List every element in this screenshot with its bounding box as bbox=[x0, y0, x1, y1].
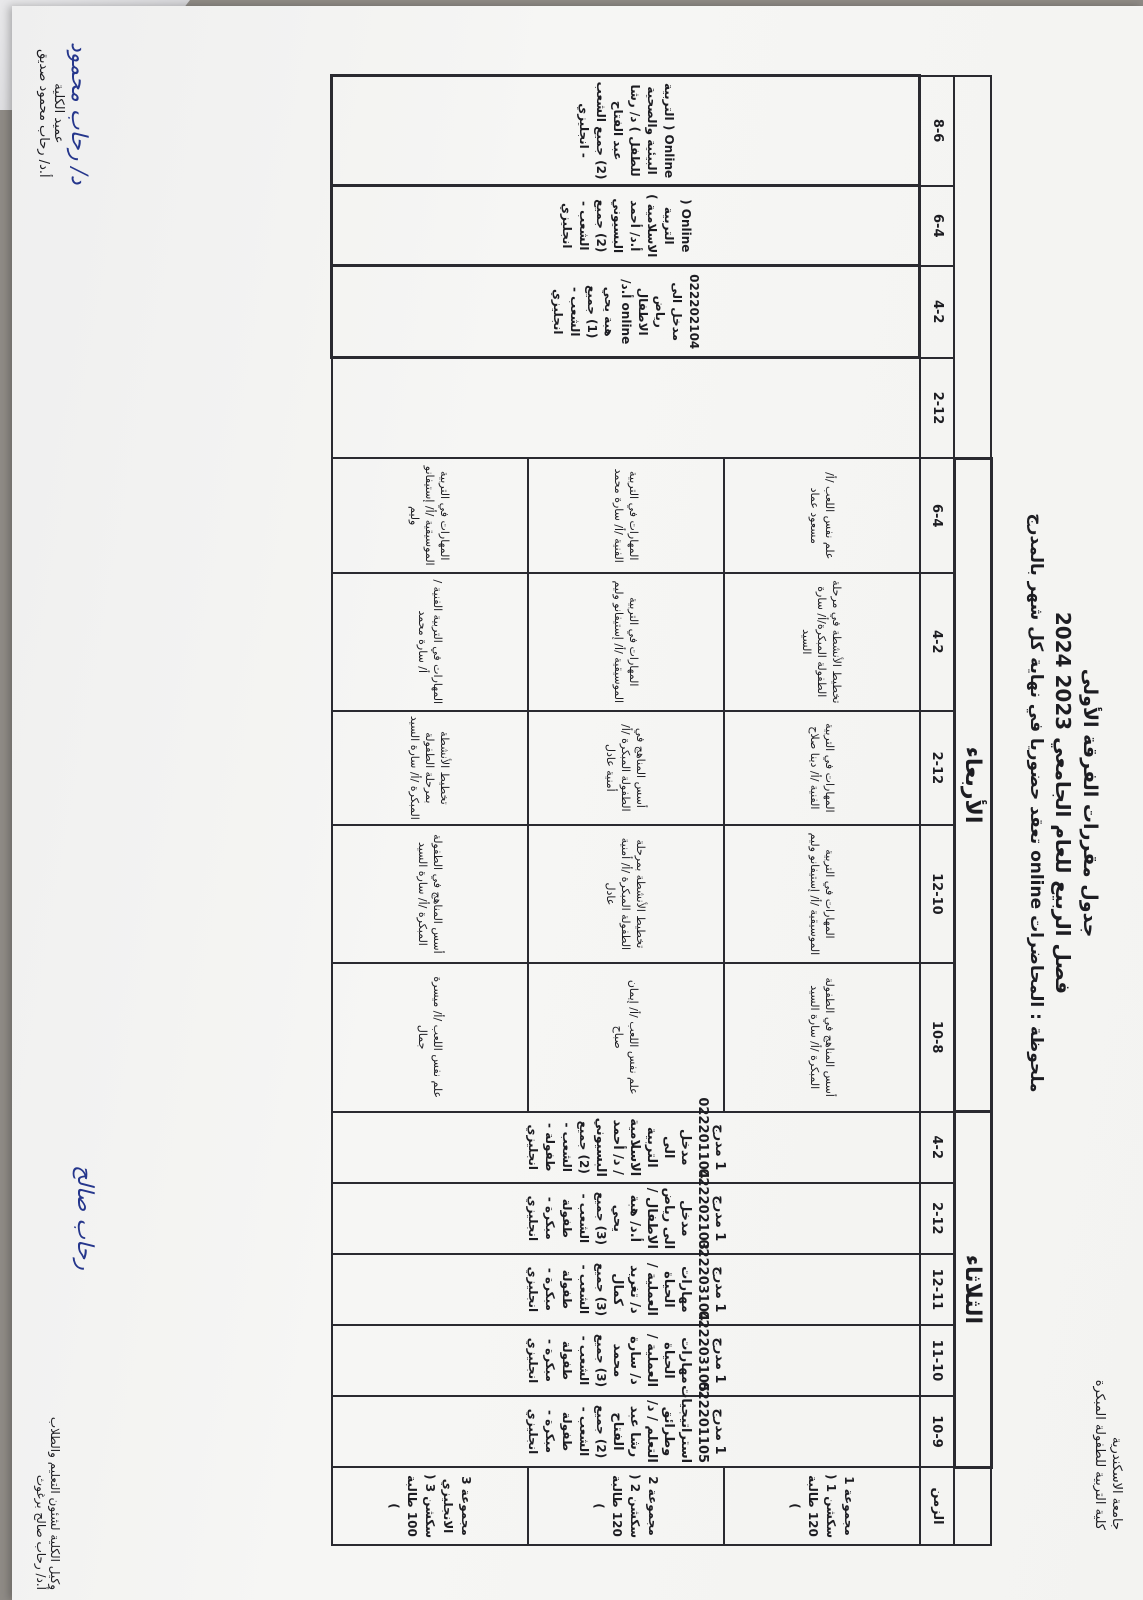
dean-signature: د/ رحاب محمود bbox=[66, 42, 91, 185]
time-slot: 10-8 bbox=[920, 963, 955, 1112]
time-slot: 12-11 bbox=[920, 1254, 955, 1325]
zamn-corner bbox=[955, 1467, 992, 1545]
group-label: مجموعة 2 bbox=[646, 1476, 660, 1536]
wednesday-course-cell: المهارات في التربية الموسيقية /أ/ إستيفانو وليم bbox=[528, 573, 724, 711]
wednesday-course-cell: المهارات في التربية الفنية /أ/ سارة محمد bbox=[332, 573, 528, 711]
time-slot: 2-12 bbox=[920, 711, 955, 826]
group-cell-3 bbox=[332, 1467, 528, 1545]
group-label: مجموعة 3 الانجليزي bbox=[441, 1476, 473, 1536]
course-groups: (3) جميع الشعب - طفولة مبكرة - انجليزي bbox=[526, 1333, 608, 1388]
day-header-row bbox=[955, 76, 992, 1546]
course-groups: (3) جميع الشعب - طفولة مبكرة - انجليزي bbox=[526, 1191, 608, 1245]
group-cell-2 bbox=[528, 1467, 724, 1545]
course-groups: (2) جميع الشعب - انجليزي bbox=[560, 199, 608, 253]
vice-dean-name: أ.د/ رحاب صالح برغوث bbox=[34, 1474, 48, 1590]
university-name: جامعة الاسكندرية bbox=[1109, 1436, 1124, 1530]
wednesday-course-cell: المهارات في التربية الفنية /أ/ سارة محمد bbox=[528, 458, 724, 573]
time-slot: 2-12 bbox=[920, 358, 955, 459]
tuesday-course-cell bbox=[332, 1239, 920, 1325]
time-slot: 6-4 bbox=[920, 186, 955, 266]
wednesday-course-cell: علم نفس اللعب /أ/ ميسرة جمال bbox=[332, 963, 528, 1112]
course-line: 1 مدرج 022202103 مدخل الى رياض الاطفال / أ.د/ هبة يحي bbox=[610, 1168, 727, 1250]
course-groups: (1) جميع الشعب - انجليزي bbox=[551, 285, 600, 339]
extra-empty-cell bbox=[332, 358, 920, 459]
wednesday-course-cell: أسس المناهج في الطفولة المبكرة /أ/ سارة السيد bbox=[332, 825, 528, 963]
time-slot: 6-4 bbox=[920, 458, 955, 573]
course-groups: (2) جميع الشعب - انجليزي bbox=[577, 81, 608, 180]
zamn-header: الزمن bbox=[920, 1467, 955, 1545]
extra-course-cell bbox=[332, 266, 920, 358]
wednesday-course-cell: تخطيط الأنشطة بمرحلة الطفولة المبكرة /أ/ أمنية عادل bbox=[528, 825, 724, 963]
section-label: سكشن 2 ( 120 طالبة ) bbox=[592, 1474, 642, 1539]
time-slot: 4-2 bbox=[920, 1112, 955, 1183]
document-page bbox=[12, 6, 1143, 1600]
note-text: المحاضرات online تعقد حضوريا في نهاية كل شهر بالمدرج bbox=[1026, 513, 1046, 1008]
day-tuesday: الثلاثاء bbox=[955, 1112, 992, 1467]
wednesday-course-cell: المهارات في التربية الفنية /أ/ دينا صلاح bbox=[724, 711, 920, 826]
dean-signature-block bbox=[36, 42, 91, 185]
group-label: مجموعة 1 bbox=[842, 1476, 856, 1536]
extra-course-cell bbox=[332, 76, 920, 186]
time-row bbox=[920, 76, 955, 1546]
time-slot: 10-9 bbox=[920, 1396, 955, 1467]
title-line-3 bbox=[1023, 6, 1049, 1600]
extra-course-cell bbox=[332, 186, 920, 266]
tuesday-course-cell bbox=[332, 1310, 920, 1396]
wednesday-course-cell: علم نفس اللعب /أ/ إيمان صباح bbox=[528, 963, 724, 1112]
group-row-1 bbox=[724, 76, 920, 1546]
note-label: ملحوظة : bbox=[1026, 1013, 1046, 1093]
vice-dean-block bbox=[34, 1417, 62, 1590]
course-line: 022202104 مدخل الى رياض الاطفال online أ.د/ هبة يحي bbox=[602, 274, 702, 350]
course-groups: (2) جميع الشعب - طفولة مبكرة - انجليزي bbox=[526, 1404, 608, 1459]
dean-title: عميد الكلية bbox=[51, 83, 66, 144]
time-slot: 12-10 bbox=[920, 825, 955, 963]
time-slot: 4-2 bbox=[920, 266, 955, 358]
course-groups: (2) جميع الشعب - طفولة - انجليزي bbox=[526, 1120, 591, 1174]
wednesday-course-cell: المهارات في التربية الموسيقية /أ/ إستيفانو وليم bbox=[332, 458, 528, 573]
group-cell-1 bbox=[724, 1467, 920, 1545]
time-slot: 11-10 bbox=[920, 1325, 955, 1396]
tuesday-course-cell bbox=[332, 1097, 920, 1183]
section-label: سكشن 3 ( 100 طالبة ) bbox=[387, 1474, 437, 1539]
course-groups: (3) جميع الشعب - طفولة مبكرة - انجليزي bbox=[526, 1262, 608, 1317]
tuesday-course-cell bbox=[332, 1381, 920, 1467]
wednesday-course-cell: أسس المناهج في الطفولة المبكرة /أ/ أمنية عادل bbox=[528, 711, 724, 826]
wednesday-course-cell: أسس المناهج في الطفولة المبكرة /أ/ سارة السيد bbox=[724, 963, 920, 1112]
course-line: Online ( التربية البيئية والصحية للطفل ) د/ رشا عبد الفتاح bbox=[611, 82, 676, 179]
faculty-name: كلية التربية للطفولة المبكرة bbox=[1092, 1379, 1107, 1530]
tuesday-course-cell bbox=[332, 1168, 920, 1254]
section-label: سكشن 1 ( 120 طالبة ) bbox=[788, 1474, 838, 1539]
course-line: Online ( التربية الاسلامية ) أ.د/ أحمد البسيوني bbox=[611, 194, 693, 258]
time-slot: 4-2 bbox=[920, 573, 955, 711]
title-line-2: فصل الربيع للعام الجامعي 2023 2024 bbox=[1051, 611, 1075, 995]
course-line: 1 مدرج 022201105 استراتيجيات وطرائق التعلم / د/ رشا عبد الفتاح bbox=[610, 1381, 727, 1464]
vice-dean-title: وكيل الكلية لشئون التعليم والطلاب bbox=[48, 1416, 62, 1590]
wednesday-course-cell: المهارات في التربية الموسيقية /أ/ إستيفانو وليم bbox=[724, 825, 920, 963]
title-line-1: جدول مقررات الفرقة الأولى bbox=[1079, 668, 1101, 938]
time-slot: 2-12 bbox=[920, 1183, 955, 1254]
course-line: 1 مدرج 022201104 مدخل الى التربية الاسلامية / د/ أحمد البسيوني bbox=[593, 1097, 727, 1179]
schedule-table bbox=[331, 74, 994, 1546]
wednesday-course-cell: تخطيط الأنشطة في مرحلة الطفولة المبكرة/أ/ سارة السيد bbox=[724, 573, 920, 711]
day-extra bbox=[955, 76, 992, 459]
day-wednesday: الأربعاء bbox=[955, 458, 992, 1111]
course-line: 1 مدرج 022203104 مهارات الحياة العملية / د/ تغريد كمال bbox=[610, 1239, 727, 1321]
wednesday-course-cell: علم نفس اللعب /أ/ مسعود عماد bbox=[724, 458, 920, 573]
course-line: 1 مدرج 022203105 مهارات الحياة العملية / د/ سارة محمد bbox=[610, 1310, 727, 1392]
rotated-page-content bbox=[12, 6, 1143, 1600]
wednesday-course-cell: تخطيط الأنشطة بمرحلة الطفولة المبكرة /أ/ سارة السيد bbox=[332, 711, 528, 826]
time-slot: 8-6 bbox=[920, 76, 955, 186]
vice-dean-signature: رحاب صالح bbox=[72, 1165, 97, 1270]
dean-name: أ.د/ رحاب محمود صديق bbox=[36, 49, 51, 178]
schedule-title bbox=[1023, 6, 1103, 1600]
